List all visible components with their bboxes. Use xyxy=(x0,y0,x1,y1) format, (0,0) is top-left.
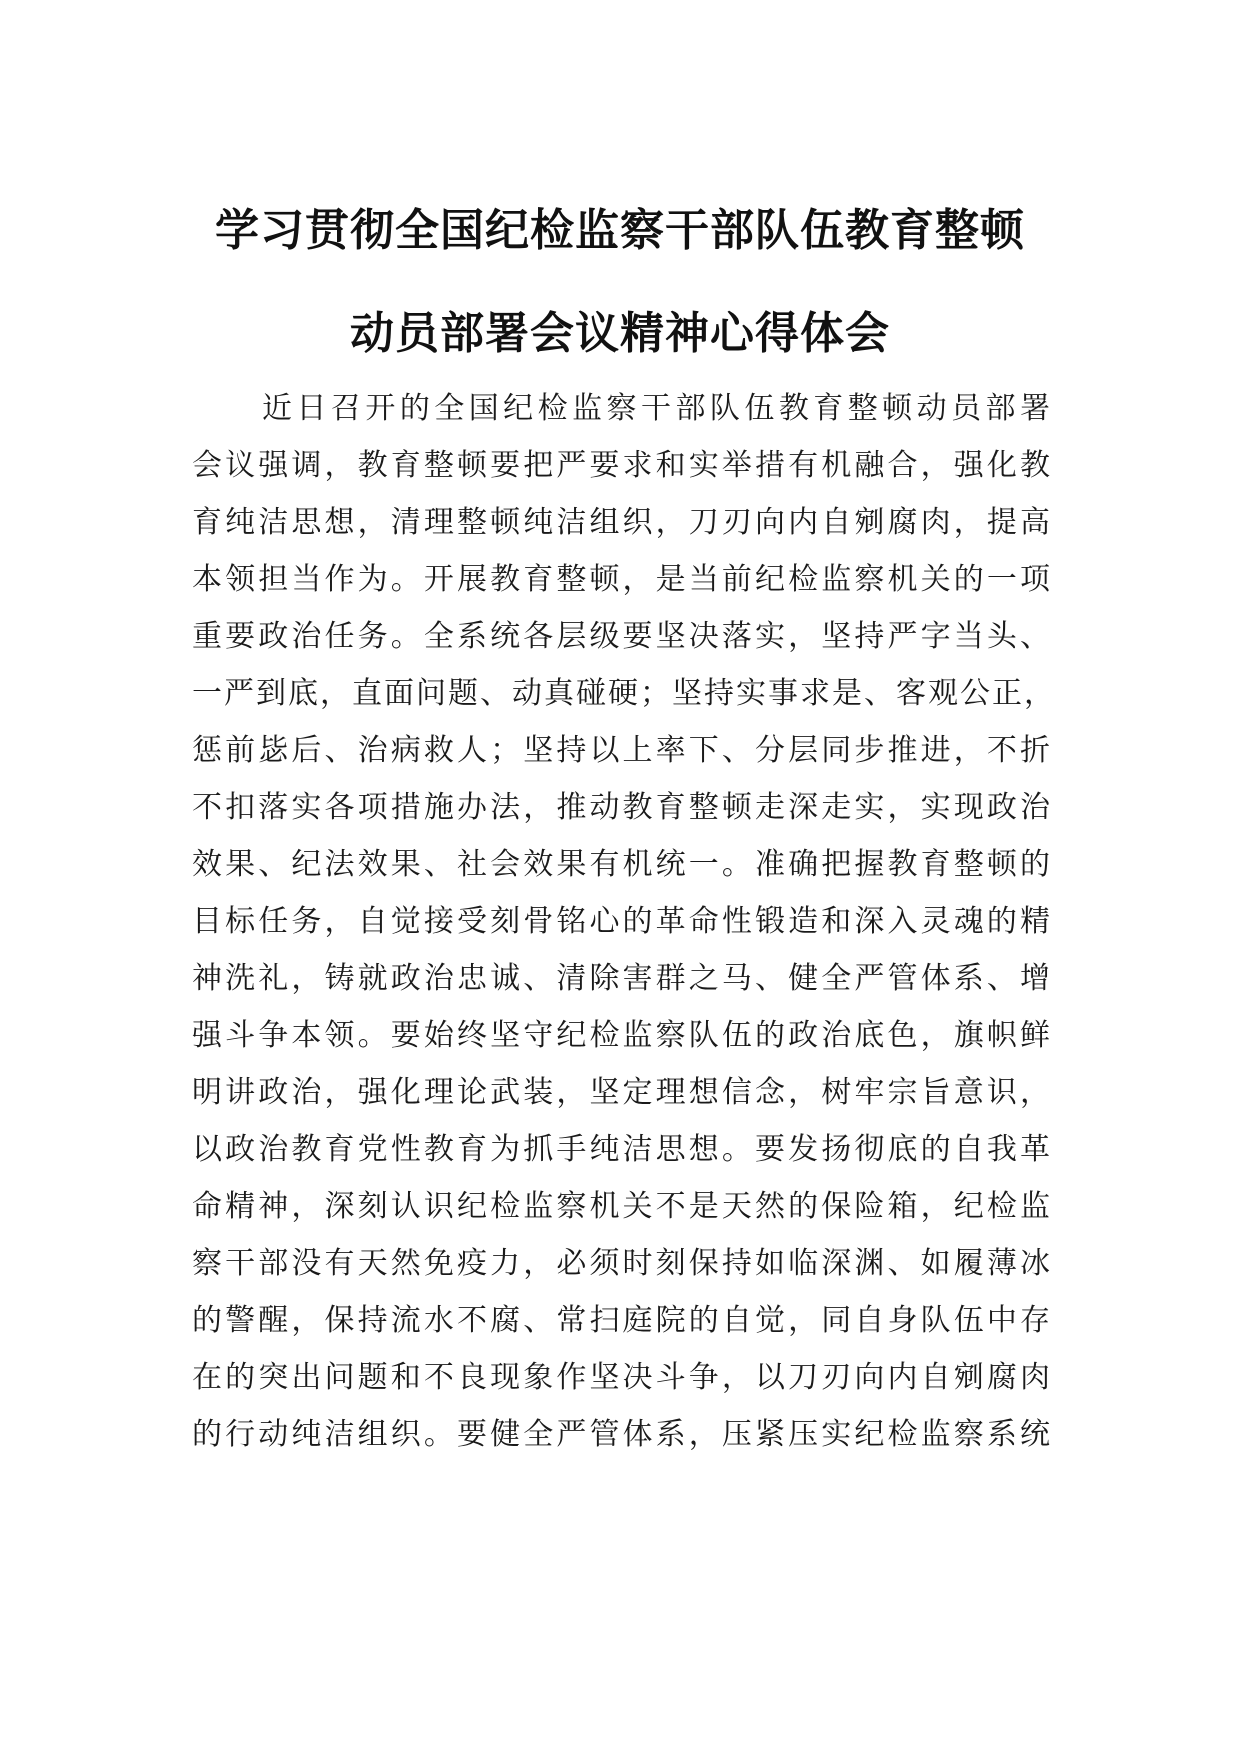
paragraph-line: 效果、纪法效果、社会效果有机统一。准确把握教育整顿的 xyxy=(192,847,1052,882)
paragraph-line: 命精神，深刻认识纪检监察机关不是天然的保险箱，纪检监 xyxy=(192,1189,1052,1224)
paragraph-line: 在的突出问题和不良现象作坚决斗争，以刀刃向内自剜腐肉 xyxy=(192,1360,1052,1395)
paragraph-line: 不扣落实各项措施办法，推动教育整顿走深走实，实现政治 xyxy=(192,790,1052,825)
paragraph-line: 的行动纯洁组织。要健全严管体系，压紧压实纪检监察系统 xyxy=(192,1417,1052,1452)
paragraph-line: 一严到底，直面问题、动真碰硬；坚持实事求是、客观公正， xyxy=(192,676,1056,711)
paragraph-line: 神洗礼，铸就政治忠诚、清除害群之马、健全严管体系、增 xyxy=(192,961,1052,996)
paragraph-line: 目标任务，自觉接受刻骨铭心的革命性锻造和深入灵魂的精 xyxy=(192,904,1052,939)
document-title-line-1: 学习贯彻全国纪检监察干部队伍教育整顿 xyxy=(215,205,1025,256)
paragraph-line: 强斗争本领。要始终坚守纪检监察队伍的政治底色，旗帜鲜 xyxy=(192,1018,1052,1053)
paragraph-line: 会议强调，教育整顿要把严要求和实举措有机融合，强化教 xyxy=(192,448,1052,483)
paragraph-line: 察干部没有天然免疫力，必须时刻保持如临深渊、如履薄冰 xyxy=(192,1246,1052,1281)
paragraph-line: 以政治教育党性教育为抓手纯洁思想。要发扬彻底的自我革 xyxy=(192,1132,1052,1167)
body-paragraph xyxy=(192,380,1056,1463)
paragraph-line: 的警醒，保持流水不腐、常扫庭院的自觉，同自身队伍中存 xyxy=(192,1303,1052,1338)
paragraph-line: 近日召开的全国纪检监察干部队伍教育整顿动员部署 xyxy=(262,391,1052,426)
paragraph-line: 惩前毖后、治病救人；坚持以上率下、分层同步推进，不折 xyxy=(192,733,1052,768)
paragraph-line: 明讲政治，强化理论武装，坚定理想信念，树牢宗旨意识， xyxy=(192,1075,1052,1110)
paragraph-line: 育纯洁思想，清理整顿纯洁组织，刀刃向内自剜腐肉，提高 xyxy=(192,505,1052,540)
paragraph-line: 重要政治任务。全系统各层级要坚决落实，坚持严字当头、 xyxy=(192,619,1052,654)
paragraph-line: 本领担当作为。开展教育整顿，是当前纪检监察机关的一项 xyxy=(192,562,1052,597)
document-title-line-2: 动员部署会议精神心得体会 xyxy=(350,308,890,359)
